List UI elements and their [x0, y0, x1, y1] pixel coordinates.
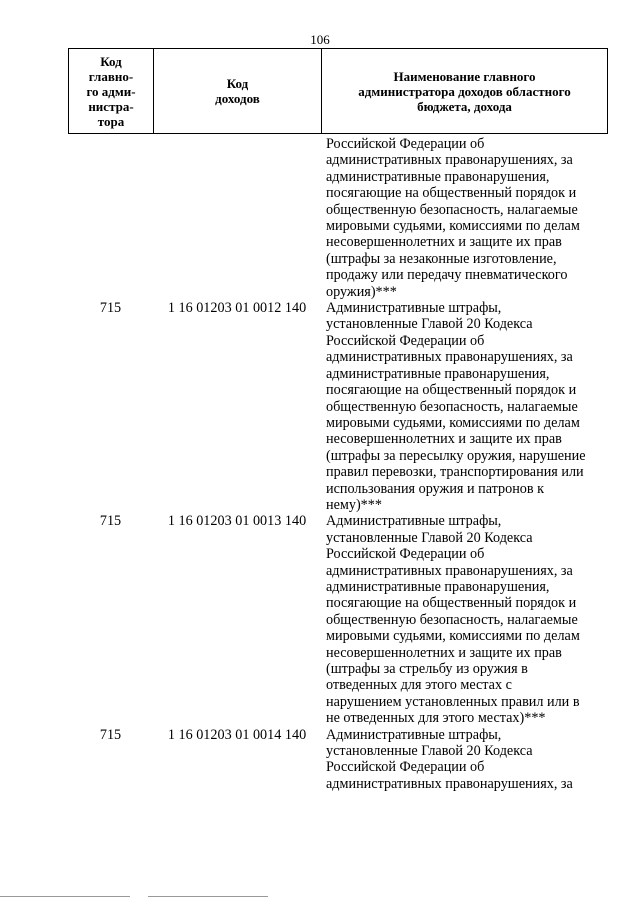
revenue-name-line: посягающие на общественный порядок и: [326, 382, 577, 399]
revenue-name-line: административных правонарушениях, за: [326, 349, 573, 366]
revenue-name-line: административных правонарушениях, за: [326, 775, 573, 792]
header-admin-line: нистра-: [88, 98, 134, 114]
revenue-name-line: (штрафы за пересылку оружия, нарушение: [326, 447, 586, 464]
header-revenue-line: доходов: [215, 91, 260, 106]
revenue-name-line: административные правонарушения,: [326, 578, 550, 595]
header-admin-line: главно-: [88, 68, 134, 84]
revenue-name-line: несовершеннолетних и защите их прав: [326, 644, 562, 661]
revenue-name-line: административных правонарушениях, за: [326, 562, 573, 579]
revenue-name-line: мировыми судьями, комиссиями по делам: [326, 414, 580, 431]
revenue-name-line: мировыми судьями, комиссиями по делам: [326, 218, 580, 235]
revenue-name-line: посягающие на общественный порядок и: [326, 185, 577, 202]
revenue-code-cell: [153, 136, 321, 300]
header-admin-line: тора: [97, 113, 125, 129]
revenue-name-line: продажу или передачу пневматического: [326, 267, 568, 284]
header-admin-line: го адми-: [86, 83, 136, 99]
revenue-code-cell: 1 16 01203 01 0013 140: [167, 513, 307, 530]
revenue-name-line: (штрафы за стрельбу из оружия в: [326, 661, 528, 677]
header-revenue-line: Код: [226, 76, 249, 91]
header-name: [322, 49, 607, 133]
admin-code-cell: 715: [99, 300, 122, 317]
revenue-name-line: мировыми судьями, комиссиями по делам: [326, 628, 580, 645]
revenue-code-cell: 1 16 01203 01 0014 140: [167, 726, 307, 743]
revenue-name-cell: [321, 300, 608, 513]
table-row: [68, 300, 608, 513]
revenue-name-cell: [321, 727, 608, 793]
admin-code-cell: [68, 136, 153, 300]
revenue-name-line: отведенных для этого местах с: [326, 677, 512, 694]
header-admin-code: [69, 49, 154, 133]
admin-code-cell: 715: [99, 726, 122, 743]
revenue-name-line: нему)***: [326, 496, 382, 513]
revenue-name-line: несовершеннолетних и защите их прав: [326, 234, 562, 251]
revenue-name-line: нарушением установленных правил или в: [326, 693, 580, 710]
revenue-code-cell: 1 16 01203 01 0012 140: [167, 300, 307, 317]
revenue-name-line: общественную безопасность, налагаемые: [326, 398, 578, 415]
revenue-name-cell: [321, 136, 608, 300]
table-row: [68, 727, 608, 793]
header-name-line: Наименование главного: [393, 68, 536, 84]
revenue-name-line: правил перевозки, транспортирования или: [326, 464, 584, 481]
revenue-name-line: установленные Главой 20 Кодекса: [326, 316, 533, 333]
table-row: [68, 513, 608, 726]
admin-code-cell: 715: [99, 513, 122, 530]
revenue-name-line: установленные Главой 20 Кодекса: [326, 529, 533, 546]
revenue-name-line: административные правонарушения,: [326, 365, 550, 382]
table-header: [68, 48, 608, 134]
revenue-name-line: Административные штрафы,: [326, 726, 502, 743]
table-row: [68, 136, 608, 300]
header-name-line: администратора доходов областного: [358, 83, 571, 99]
revenue-name-line: несовершеннолетних и защите их прав: [326, 431, 562, 448]
footer-divider: [148, 896, 268, 897]
revenue-name-line: общественную безопасность, налагаемые: [326, 201, 578, 218]
page-number: 106: [310, 32, 330, 47]
revenue-name-line: Российской Федерации об: [326, 546, 485, 563]
revenue-name-line: посягающие на общественный порядок и: [326, 595, 577, 612]
revenue-name-line: установленные Главой 20 Кодекса: [326, 743, 533, 760]
revenue-name-line: общественную безопасность, налагаемые: [326, 611, 578, 628]
revenue-name-line: оружия)***: [326, 283, 397, 300]
revenue-name-line: (штрафы за незаконные изготовление,: [326, 250, 557, 267]
footer-divider: [0, 896, 130, 897]
revenue-name-line: административных правонарушениях, за: [326, 152, 573, 169]
header-admin-line: Код: [100, 53, 122, 69]
revenue-name-line: Российской Федерации об: [326, 759, 485, 776]
revenue-name-cell: [321, 513, 608, 726]
header-revenue-code: [154, 49, 322, 133]
revenue-name-line: Российской Федерации об: [326, 332, 485, 349]
revenue-name-line: использования оружия и патронов к: [326, 480, 545, 497]
revenue-name-line: административные правонарушения,: [326, 168, 550, 185]
table-body: [68, 136, 608, 792]
revenue-name-line: Административные штрафы,: [326, 300, 502, 317]
revenue-name-line: не отведенных для этого местах)***: [326, 710, 546, 727]
revenue-name-line: Административные штрафы,: [326, 513, 502, 530]
revenue-name-line: Российской Федерации об: [326, 136, 485, 152]
header-name-line: бюджета, дохода: [417, 98, 512, 114]
